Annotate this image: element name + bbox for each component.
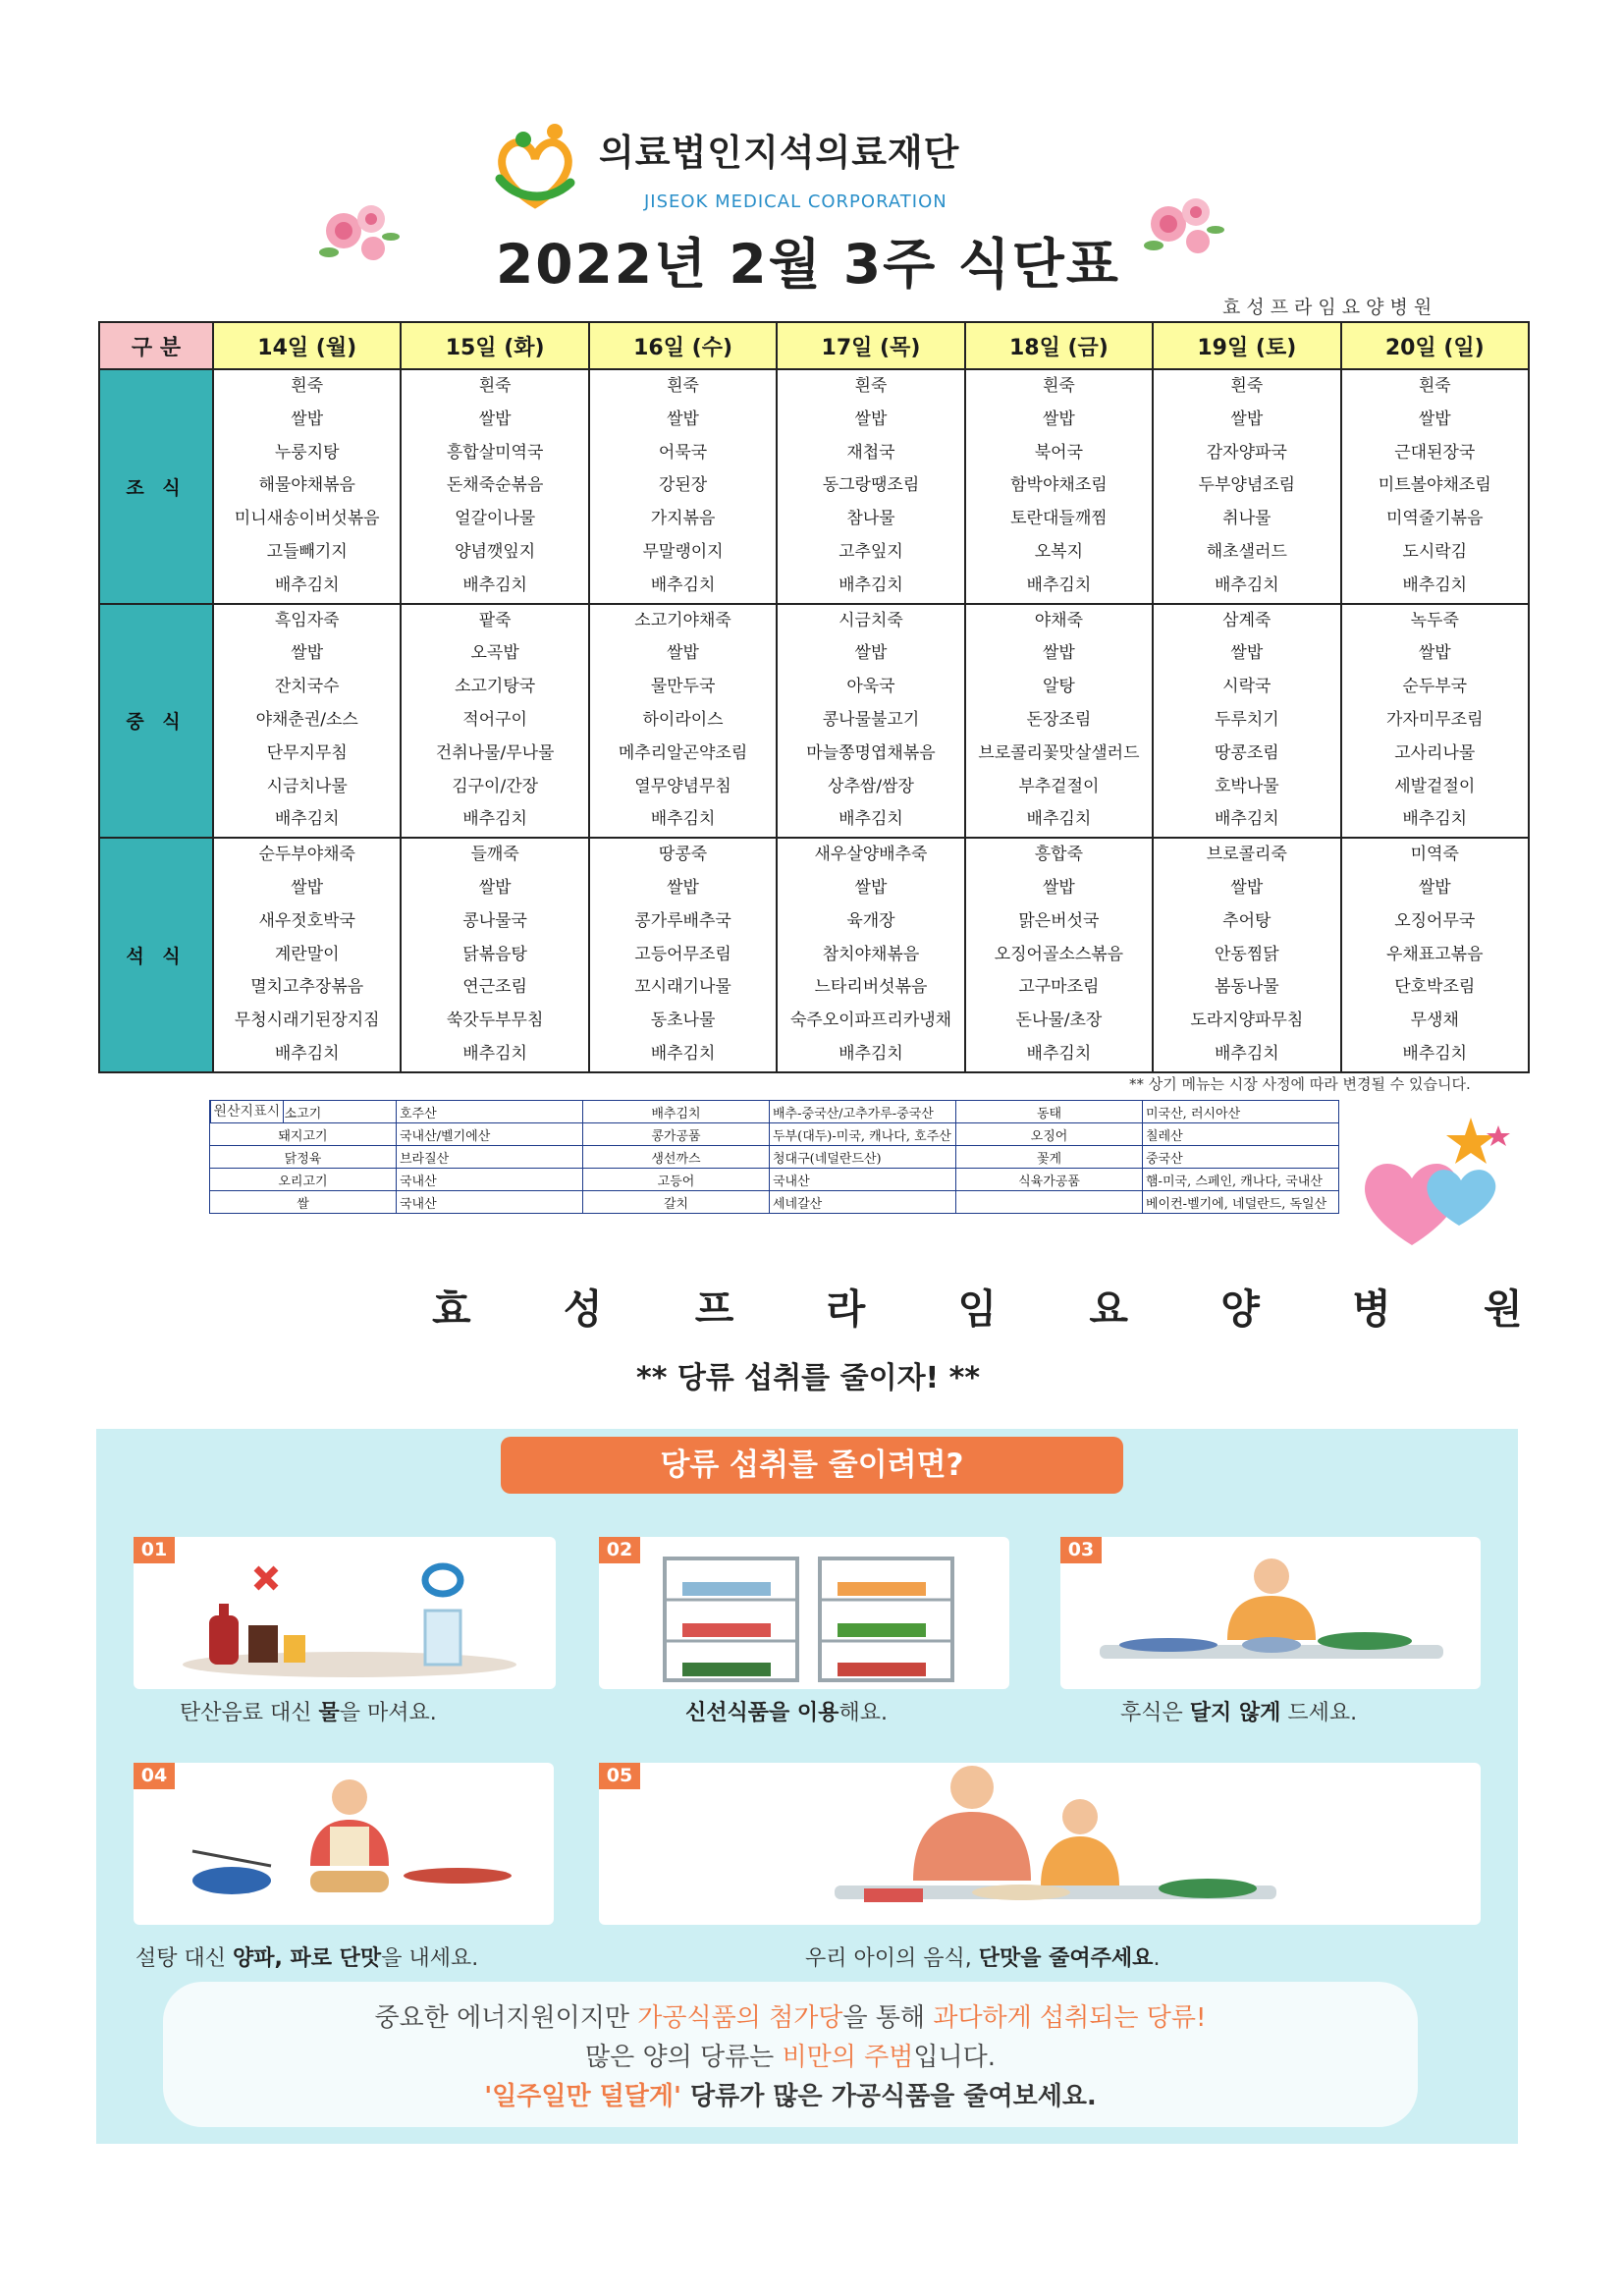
menu-item: 쌀밥 [1418,877,1451,898]
menu-item: 배추김치 [462,1043,527,1064]
day-header: 15일 (화) [401,322,588,369]
day-header: 18일 (금) [965,322,1153,369]
menu-cell [213,838,401,1072]
menu-item: 쌀밥 [1418,643,1451,664]
tip-caption-05: 우리 아이의 음식, 단맛을 줄여주세요. [805,1946,1161,1971]
tip-caption-02: 신선식품을 이용해요. [685,1701,888,1725]
menu-item: 오곡밥 [470,643,519,664]
menu-item: 미니새송이버섯볶음 [234,509,380,529]
menu-item: 참치야채볶음 [822,944,920,964]
menu-item: 근대된장국 [1394,442,1476,463]
menu-item: 흥합죽 [1034,845,1084,865]
origin-country: 중국산 [1143,1146,1339,1169]
org-name-korean: 의료법인지석의료재단 [599,132,960,174]
dessert-illustration-icon [1080,1547,1463,1684]
menu-cell [965,604,1153,839]
sugar-message-box [163,1982,1418,2127]
hospital-banner: 효 성 프 라 임 요 양 병 원 [432,1285,1562,1333]
menu-cell [589,369,777,604]
menu-item: 배추김치 [1214,1043,1279,1064]
menu-item: 돈장조림 [1026,709,1092,730]
menu-cell [401,369,588,604]
menu-item: 돈나물/초장 [1015,1011,1103,1031]
origin-country: 브라질산 [397,1146,583,1169]
meal-row [99,369,1529,604]
menu-item: 흑임자죽 [274,610,340,630]
menu-item: 쌀밥 [291,409,324,429]
menu-item: 고추잎지 [839,541,903,562]
menu-item: 흰죽 [478,376,512,396]
menu-item: 마늘쫑명엽채볶음 [806,742,936,763]
menu-item: 흰죽 [1042,376,1075,396]
tip-number: 02 [599,1537,640,1563]
origin-country: 호주산 [397,1101,583,1123]
cooking-illustration-icon [163,1773,536,1920]
day-header: 20일 (일) [1341,322,1529,369]
origin-country: 국내산 [770,1169,956,1191]
menu-item: 녹두죽 [1410,610,1459,630]
tip-number: 05 [599,1763,640,1789]
menu-item: 배추김치 [1402,574,1468,595]
menu-item: 시금치나물 [266,776,348,796]
menu-item: 흥합살미역국 [446,442,544,463]
menu-item: 배추김치 [274,574,340,595]
menu-item: 브로콜리죽 [1206,845,1287,865]
menu-cell [1341,604,1529,839]
menu-item: 열무양념무침 [634,776,731,796]
menu-item: 땅콩조림 [1214,742,1279,763]
menu-item: 가자미무조림 [1385,709,1484,730]
menu-item: 멸치고추장볶음 [250,977,364,998]
menu-item: 쌀밥 [291,877,324,898]
menu-cell [965,838,1153,1072]
menu-item: 잔치국수 [274,677,340,697]
menu-item: 하이라이스 [642,709,724,730]
menu-item: 배추김치 [1214,574,1279,595]
org-name-english: JISEOK MEDICAL CORPORATION [644,191,947,212]
menu-item: 부추겉절이 [1018,776,1100,796]
menu-item: 소고기탕국 [455,677,536,697]
menu-cell [1341,838,1529,1072]
meal-label: 석 식 [99,838,213,1072]
origin-food: 오리고기 [210,1169,397,1191]
tip-card-02 [599,1537,1009,1689]
menu-item: 소고기야채죽 [634,610,731,630]
menu-item: 미트볼야채조림 [1378,475,1491,496]
menu-item: 어묵국 [658,442,708,463]
menu-item: 배추김치 [462,809,527,830]
menu-item: 쌀밥 [478,877,512,898]
menu-item: 김구이/간장 [452,776,539,796]
menu-cell [589,604,777,839]
menu-item: 배추김치 [650,1043,716,1064]
tip-number: 04 [134,1763,175,1789]
menu-item: 시락국 [1222,677,1271,697]
origin-country: 햄-미국, 스페인, 캐나다, 국내산 [1143,1169,1339,1191]
menu-item: 재첩국 [846,442,895,463]
menu-item: 단무지무침 [266,742,348,763]
menu-item: 물만두국 [650,677,716,697]
message-line-1: 중요한 에너지원이지만 가공식품의 첨가당을 통해 과다하게 섭취되는 당류! [374,2003,1207,2033]
menu-item: 배추김치 [1402,809,1468,830]
menu-item: 흰죽 [291,376,324,396]
menu-item: 감자양파국 [1206,442,1287,463]
menu-cell [1341,369,1529,604]
menu-item: 배추김치 [650,809,716,830]
menu-item: 배추김치 [650,574,716,595]
menu-item: 쌀밥 [854,877,888,898]
menu-item: 오징어골소스볶음 [994,944,1124,964]
menu-cell [777,369,964,604]
origin-country: 청대구(네덜란드산) [770,1146,956,1169]
origin-country: 두부(대두)-미국, 캐나다, 호주산 [770,1123,956,1146]
menu-item: 세발겉절이 [1394,776,1476,796]
menu-item: 쌀밥 [1042,409,1075,429]
menu-cell [777,838,964,1072]
menu-item: 배추김치 [1026,574,1092,595]
origin-country: 베이컨-벨기에, 네덜란드, 독일산 [1143,1191,1339,1214]
day-header: 14일 (월) [213,322,401,369]
menu-item: 쌀밥 [1042,643,1075,664]
tip-caption-04: 설탕 대신 양파, 파로 단맛을 내세요. [135,1946,479,1971]
menu-item: 흰죽 [854,376,888,396]
menu-item: 도라지양파무침 [1190,1011,1304,1031]
sugar-poster [96,1429,1518,2144]
menu-item: 추어탕 [1222,910,1271,931]
corner-label: 구 분 [99,322,213,369]
menu-item: 연근조림 [462,977,527,998]
menu-item: 고사리나물 [1394,742,1476,763]
origin-food: 꽃게 [956,1146,1143,1169]
message-line-3: '일주일만 덜달게' 당류가 많은 가공식품을 줄여보세요. [484,2082,1097,2111]
drinks-illustration-icon [168,1557,531,1679]
origin-row [210,1123,1339,1146]
menu-cell [1153,604,1340,839]
menu-item: 새우젓호박국 [258,910,355,931]
menu-item: 강된장 [658,475,708,496]
origin-table [209,1100,1339,1214]
menu-item: 흰죽 [1230,376,1264,396]
menu-item: 동초나물 [650,1011,716,1031]
flower-decoration-icon [314,191,403,275]
origin-food: 식육가공품 [956,1169,1143,1191]
origin-row [210,1146,1339,1169]
origin-country: 국내산/벨기에산 [397,1123,583,1146]
menu-item: 고구마조림 [1018,977,1100,998]
origin-caption: 원산지표시 [210,1100,285,1123]
origin-country: 세네갈산 [770,1191,956,1214]
menu-cell [1153,838,1340,1072]
menu-item: 배추김치 [1026,1043,1092,1064]
meal-label: 조 식 [99,369,213,604]
menu-item: 미역죽 [1410,845,1459,865]
origin-food: 생선까스 [583,1146,770,1169]
menu-item: 북어국 [1034,442,1084,463]
menu-item: 배추김치 [1214,809,1279,830]
menu-item: 안동찜닭 [1214,944,1279,964]
menu-item: 동그랑땡조림 [822,475,920,496]
menu-item: 쌀밥 [1230,643,1264,664]
menu-item: 고등어무조림 [634,944,731,964]
menu-item: 순두부국 [1402,677,1468,697]
menu-item: 배추김치 [274,1043,340,1064]
day-header: 16일 (수) [589,322,777,369]
tip-card-03 [1060,1537,1481,1689]
menu-item: 배추김치 [839,809,903,830]
menu-cell [401,604,588,839]
menu-item: 해초샐러드 [1206,541,1287,562]
menu-header-row [99,322,1529,369]
menu-cell [401,838,588,1072]
menu-item: 호박나물 [1214,776,1279,796]
menu-item: 쌀밥 [667,409,699,429]
day-header: 17일 (목) [777,322,964,369]
tip-number: 03 [1060,1537,1102,1563]
menu-item: 아욱국 [846,677,895,697]
menu-item: 배추김치 [1026,809,1092,830]
menu-item: 배추김치 [839,574,903,595]
menu-item: 땅콩죽 [658,845,708,865]
menu-item: 배추김치 [274,809,340,830]
meal-row [99,838,1529,1072]
origin-food: 돼지고기 [210,1123,397,1146]
menu-item: 단호박조림 [1394,977,1476,998]
menu-item: 닭볶음탕 [462,944,527,964]
menu-cell [213,604,401,839]
menu-item: 가지볶음 [650,509,716,529]
menu-item: 들깨죽 [470,845,519,865]
origin-country: 칠레산 [1143,1123,1339,1146]
page-title: 2022년 2월 3주 식단표 [496,233,1120,296]
menu-item: 야채죽 [1034,610,1084,630]
origin-row [210,1101,1339,1123]
menu-item: 두부양념조림 [1198,475,1296,496]
menu-item: 미역줄기볶음 [1385,509,1484,529]
origin-food: 오징어 [956,1123,1143,1146]
origin-food: 콩가공품 [583,1123,770,1146]
menu-item: 두루치기 [1214,709,1279,730]
menu-item: 쌀밥 [854,643,888,664]
menu-cell [589,838,777,1072]
origin-food [956,1191,1143,1214]
menu-table [98,321,1530,1073]
menu-item: 쌀밥 [667,643,699,664]
menu-item: 시금치죽 [839,610,903,630]
meal-label: 중 식 [99,604,213,839]
origin-country: 배추-중국산/고추가루-중국산 [770,1101,956,1123]
menu-item: 꼬시래기나물 [634,977,731,998]
menu-item: 팥죽 [478,610,512,630]
origin-food: 소고기 [210,1101,397,1123]
menu-item: 무생채 [1410,1011,1459,1031]
menu-item: 느타리버섯볶음 [814,977,928,998]
menu-item: 도시락김 [1402,541,1468,562]
hearts-decoration-icon [1353,1108,1515,1255]
menu-item: 계란말이 [274,944,340,964]
day-header: 19일 (토) [1153,322,1340,369]
menu-item: 메추리알곤약조림 [618,742,748,763]
menu-item: 알탕 [1042,677,1075,697]
menu-item: 순두부야채죽 [258,845,355,865]
menu-item: 배추김치 [462,574,527,595]
origin-food: 닭정육 [210,1146,397,1169]
menu-item: 쌀밥 [667,877,699,898]
menu-item: 취나물 [1222,509,1271,529]
menu-item: 브로콜리꽃맛살샐러드 [978,742,1140,763]
hospital-name: 효성프라임요양병원 [1222,297,1438,318]
menu-item: 배추김치 [839,1043,903,1064]
menu-item: 오복지 [1034,541,1084,562]
tip-caption-01: 탄산음료 대신 물을 마셔요. [180,1701,437,1725]
tip-card-04 [134,1763,554,1925]
family-meal-illustration-icon [776,1763,1325,1925]
menu-item: 흰죽 [667,376,699,396]
menu-item: 쌀밥 [1418,409,1451,429]
menu-item: 오징어무국 [1394,910,1476,931]
menu-cell [213,369,401,604]
menu-item: 쌀밥 [1230,409,1264,429]
menu-item: 누룽지탕 [274,442,340,463]
origin-food: 배추김치 [583,1101,770,1123]
menu-item: 얼갈이나물 [455,509,536,529]
menu-item: 삼계죽 [1222,610,1271,630]
meal-row [99,604,1529,839]
origin-food: 동태 [956,1101,1143,1123]
menu-change-note: ** 상기 메뉴는 시장 사정에 따라 변경될 수 있습니다. [1129,1075,1471,1093]
tip-caption-03: 후식은 달지 않게 드세요. [1120,1701,1358,1725]
menu-item: 양념깻잎지 [455,541,536,562]
menu-cell [1153,369,1340,604]
menu-item: 봄동나물 [1214,977,1279,998]
menu-item: 야채춘권/소스 [255,709,358,730]
menu-item: 해물야채볶음 [258,475,355,496]
menu-item: 쌀밥 [854,409,888,429]
menu-item: 건취나물/무나물 [435,742,555,763]
menu-item: 콩가루배추국 [634,910,731,931]
menu-cell [965,369,1153,604]
flower-decoration-icon [1139,185,1227,268]
menu-cell [777,604,964,839]
tip-card-05 [599,1763,1481,1925]
fridge-illustration-icon [663,1557,957,1682]
menu-item: 무청시래기된장지짐 [234,1011,380,1031]
menu-item: 고들빼기지 [266,541,348,562]
tip-number: 01 [134,1537,175,1563]
menu-item: 돈채죽순볶음 [446,475,544,496]
origin-food: 갈치 [583,1191,770,1214]
message-line-2: 많은 양의 당류는 비만의 주범입니다. [584,2043,997,2072]
poster-title: 당류 섭취를 줄이려면? [501,1437,1123,1494]
jiseok-logo [486,118,584,211]
menu-item: 새우살양배추죽 [814,845,928,865]
menu-item: 숙주오이파프리카냉채 [789,1011,952,1031]
origin-country: 국내산 [397,1191,583,1214]
menu-item: 무말랭이지 [642,541,724,562]
menu-item: 쌀밥 [291,643,324,664]
menu-item: 맑은버섯국 [1018,910,1100,931]
slogan: ** 당류 섭취를 줄이자! ** [636,1361,981,1395]
menu-item: 쑥갓두부무침 [446,1011,544,1031]
menu-item: 콩나물불고기 [822,709,920,730]
origin-country: 국내산 [397,1169,583,1191]
origin-food: 쌀 [210,1191,397,1214]
menu-item: 콩나물국 [462,910,527,931]
menu-item: 흰죽 [1418,376,1451,396]
menu-item: 상추쌈/쌈장 [828,776,914,796]
menu-item: 쌀밥 [478,409,512,429]
origin-row [210,1191,1339,1214]
menu-item: 육개장 [846,910,895,931]
menu-item: 쌀밥 [1042,877,1075,898]
menu-item: 우채표고볶음 [1385,944,1484,964]
origin-row [210,1169,1339,1191]
origin-country: 미국산, 러시아산 [1143,1101,1339,1123]
menu-item: 쌀밥 [1230,877,1264,898]
menu-item: 참나물 [846,509,895,529]
menu-item: 토란대들깨찜 [1010,509,1108,529]
tip-card-01 [134,1537,556,1689]
menu-item: 배추김치 [1402,1043,1468,1064]
menu-item: 함박야채조림 [1010,475,1108,496]
origin-food: 고등어 [583,1169,770,1191]
menu-item: 적어구이 [462,709,527,730]
